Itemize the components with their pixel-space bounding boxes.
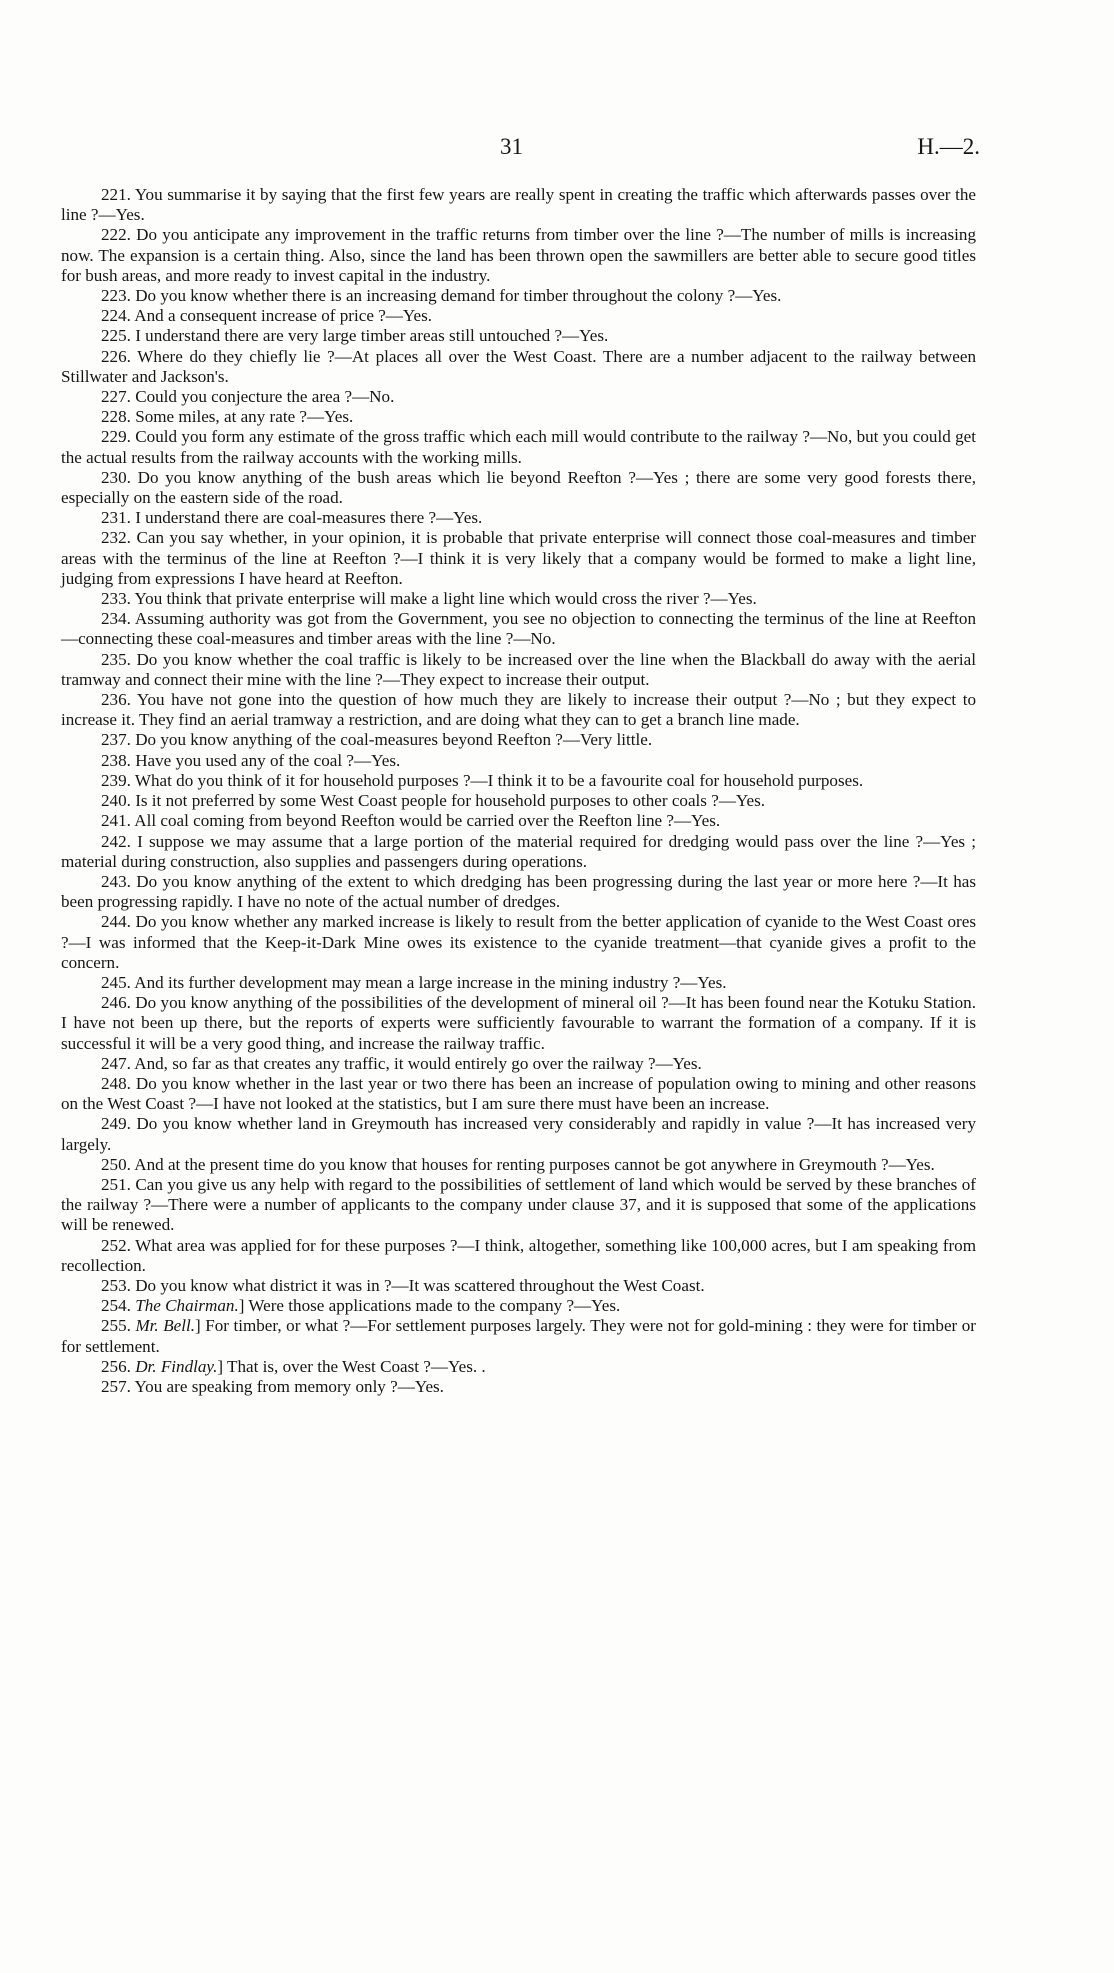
question-paragraph-246: 246. Do you know anything of the possibilities of the development of mineral oil ?—It has been found near the Kotuku Station. I have not been up there, but the reports of experts were sufficiently favourable to warrant the formation of a company. If it is successful it will be a very good thing, and increase the railway traffic.	[61, 993, 976, 1053]
question-text: ] That is, over the West Coast ?—Yes. .	[217, 1356, 486, 1376]
question-paragraph-225: 225. I understand there are very large timber areas still untouched ?—Yes.	[101, 326, 609, 346]
question-paragraph-257: 257. You are speaking from memory only ?—Yes.	[101, 1376, 444, 1396]
question-paragraph-248: 248. Do you know whether in the last year or two there has been an increase of population owing to mining and other reasons on the West Coast ?—I have not looked at the statistics, but I am sure there must have been an increase.	[61, 1073, 976, 1114]
question-paragraph-236: 236. You have not gone into the question of how much they are likely to increase their output ?—No ; but they expect to increase it. They find an aerial tramway a restriction, and are doing what they can to get a branch line made.	[61, 690, 976, 730]
question-paragraph-222: 222. Do you anticipate any improvement in the traffic returns from timber over the line ?—The number of mills is increasing now. The expansion is a certain thing. Also, since the land has been thrown open the sawmillers are better able to secure good titles for bush areas, and more ready to invest capital in the industry.	[61, 225, 976, 285]
question-paragraph-241: 241. All coal coming from beyond Reefton would be carried over the Reefton line ?—Yes.	[101, 811, 721, 831]
document-reference: H.—2.	[917, 134, 980, 159]
question-paragraph-249: 249. Do you know whether land in Greymouth has increased very considerably and rapidly in value ?—It has increased very largely.	[61, 1114, 976, 1154]
question-paragraph-255	[61, 1316, 976, 1356]
question-paragraph-240: 240. Is it not preferred by some West Coast people for household purposes to other coals ?—Yes.	[101, 791, 766, 811]
question-paragraph-228: 228. Some miles, at any rate ?—Yes.	[101, 407, 354, 427]
speaker-name: The Chairman.	[135, 1296, 239, 1316]
question-paragraph-245: 245. And its further development may mean a large increase in the mining industry ?—Yes.	[101, 972, 727, 992]
question-paragraph-226: 226. Where do they chiefly lie ?—At places all over the West Coast. There are a number adjacent to the railway between Stillwater and Jackson's.	[61, 346, 976, 386]
question-paragraph-247: 247. And, so far as that creates any traffic, it would entirely go over the railway ?—Yes.	[101, 1053, 702, 1073]
page-number: 31	[500, 134, 523, 159]
question-paragraph-237: 237. Do you know anything of the coal-measures beyond Reefton ?—Very little.	[101, 730, 653, 750]
question-paragraph-256	[61, 1357, 976, 1377]
question-paragraph-232: 232. Can you say whether, in your opinion, it is probable that private enterprise will connect those coal-measures and timber areas with the terminus of the line at Reefton ?—I think it is very likely that a company would be formed to make a light line, judging from expressions I have heard at Reefton.	[61, 528, 976, 588]
question-number: 255.	[101, 1316, 131, 1336]
question-paragraph-223: 223. Do you know whether there is an increasing demand for timber throughout the colony ?—Yes.	[101, 286, 782, 306]
question-paragraph-242: 242. I suppose we may assume that a large portion of the material required for dredging would pass over the line ?—Yes ; material during construction, also supplies and passengers during operations.	[61, 831, 976, 871]
question-paragraph-244: 244. Do you know whether any marked increase is likely to result from the better application of cyanide to the West Coast ores ?—I was informed that the Keep-it-Dark Mine owes its existence to the cyanide treatment—that cyanide gives a profit to the concern.	[61, 912, 976, 972]
question-paragraph-235: 235. Do you know whether the coal traffic is likely to be increased over the line when the Blackball do away with the aerial tramway and connect their mine with the line ?—They expect to increase their output.	[61, 649, 976, 689]
question-paragraph-238: 238. Have you used any of the coal ?—Yes.	[101, 750, 401, 770]
question-paragraph-253: 253. Do you know what district it was in ?—It was scattered throughout the West Coast.	[101, 1275, 705, 1295]
question-paragraph-252: 252. What area was applied for for these purposes ?—I think, altogether, something like 100,000 acres, but I am speaking from recollection.	[61, 1235, 976, 1275]
question-paragraph-233: 233. You think that private enterprise will make a light line which would cross the river ?—Yes.	[101, 589, 757, 609]
question-paragraph-243: 243. Do you know anything of the extent to which dredging has been progressing during the last year or more here ?—It has been progressing rapidly. I have no note of the actual number of dredges.	[61, 871, 976, 912]
question-paragraph-224: 224. And a consequent increase of price ?—Yes.	[101, 306, 433, 326]
question-paragraph-231: 231. I understand there are coal-measures there ?—Yes.	[101, 508, 483, 528]
question-paragraph-230: 230. Do you know anything of the bush areas which lie beyond Reefton ?—Yes ; there are some very good forests there, especially on the eastern side of the road.	[61, 467, 976, 508]
question-paragraph-239: 239. What do you think of it for household purposes ?—I think it to be a favourite coal for household purposes.	[101, 770, 864, 790]
question-paragraph-250: 250. And at the present time do you know that houses for renting purposes cannot be got anywhere in Greymouth ?—Yes.	[101, 1154, 935, 1174]
speaker-name: Mr. Bell.	[135, 1316, 196, 1336]
evidence-body	[61, 185, 976, 1397]
question-paragraph-254	[61, 1296, 976, 1316]
question-paragraph-227: 227. Could you conjecture the area ?—No.	[101, 387, 395, 407]
page-header	[0, 134, 1114, 168]
question-paragraph-234: 234. Assuming authority was got from the Government, you see no objection to connecting the terminus of the line at Reefton—connecting these coal-measures and timber areas with the line ?—No.	[61, 609, 976, 649]
question-number: 256.	[101, 1356, 131, 1376]
question-text: ] Were those applications made to the company ?—Yes.	[238, 1296, 621, 1316]
question-paragraph-229: 229. Could you form any estimate of the gross traffic which each mill would contribute to the railway ?—No, but you could get the actual results from the railway accounts with the working mills.	[61, 427, 976, 467]
question-number: 254.	[101, 1296, 131, 1316]
speaker-name: Dr. Findlay.	[135, 1356, 218, 1376]
question-paragraph-221: 221. You summarise it by saying that the first few years are really spent in creating the traffic which afterwards passes over the line ?—Yes.	[61, 185, 976, 225]
question-paragraph-251: 251. Can you give us any help with regard to the possibilities of settlement of land which would be served by these branches of the railway ?—There were a number of applicants to the company under clause 37, and it is supposed that some of the applications will be renewed.	[61, 1174, 976, 1235]
question-text: ] For timber, or what ?—For settlement purposes largely. They were not for gold-mining : they were for timber or for settlement.	[61, 1316, 976, 1356]
